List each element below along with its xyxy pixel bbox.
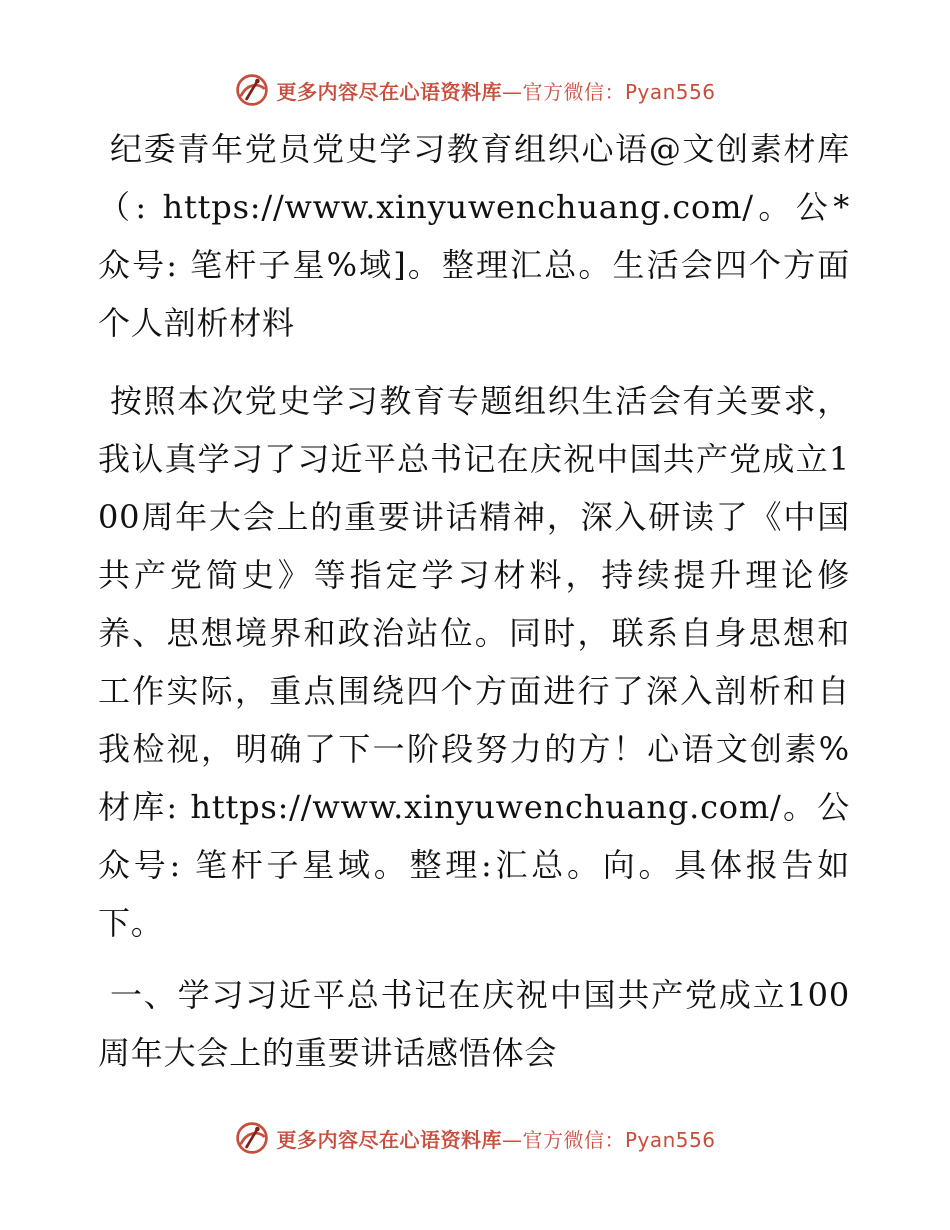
header-banner-wechat: 官方微信：Pyan556 (522, 79, 716, 104)
section-heading: 一、学习习近平总书记在庆祝中国共产党成立100周年大会上的重要讲话感悟体会 (98, 976, 850, 1072)
header-banner (0, 70, 950, 110)
header-banner-text (276, 76, 715, 105)
header-banner-separator: — (501, 79, 523, 104)
footer-banner-separator: — (501, 1127, 523, 1152)
circle-swirl-logo-icon (234, 72, 270, 108)
document-body (98, 120, 850, 1082)
circle-swirl-logo-icon (234, 1120, 270, 1156)
footer-banner-title: 更多内容尽在心语资料库 (276, 1127, 502, 1152)
document-title-paragraph: 纪委青年党员党史学习教育组织心语@文创素材库（: https://www.xinyuwenchuang.com/。公*众号: 笔杆子星%域]。整理汇总。生活会四个方面个人剖析材料 (98, 130, 850, 342)
footer-banner-wechat: 官方微信：Pyan556 (522, 1127, 716, 1152)
header-banner-title: 更多内容尽在心语资料库 (276, 79, 502, 104)
footer-banner-text (276, 1124, 715, 1153)
document-body-paragraph: 按照本次党史学习教育专题组织生活会有关要求，我认真学习了习近平总书记在庆祝中国共产党成立100周年大会上的重要讲话精神，深入研读了《中国共产党简史》等指定学习材料，持续提升理论修养、思想境界和政治站位。同时，联系自身思想和工作实际，重点围绕四个方面进行了深入剖析和自我检视，明确了下一阶段努力的方！心语文创素%材库: https://www.xinyuwenchuang.com/。公众号: 笔杆子星域。整理:汇总。向。具体报告如下。 (98, 382, 850, 942)
footer-banner (0, 1118, 950, 1158)
